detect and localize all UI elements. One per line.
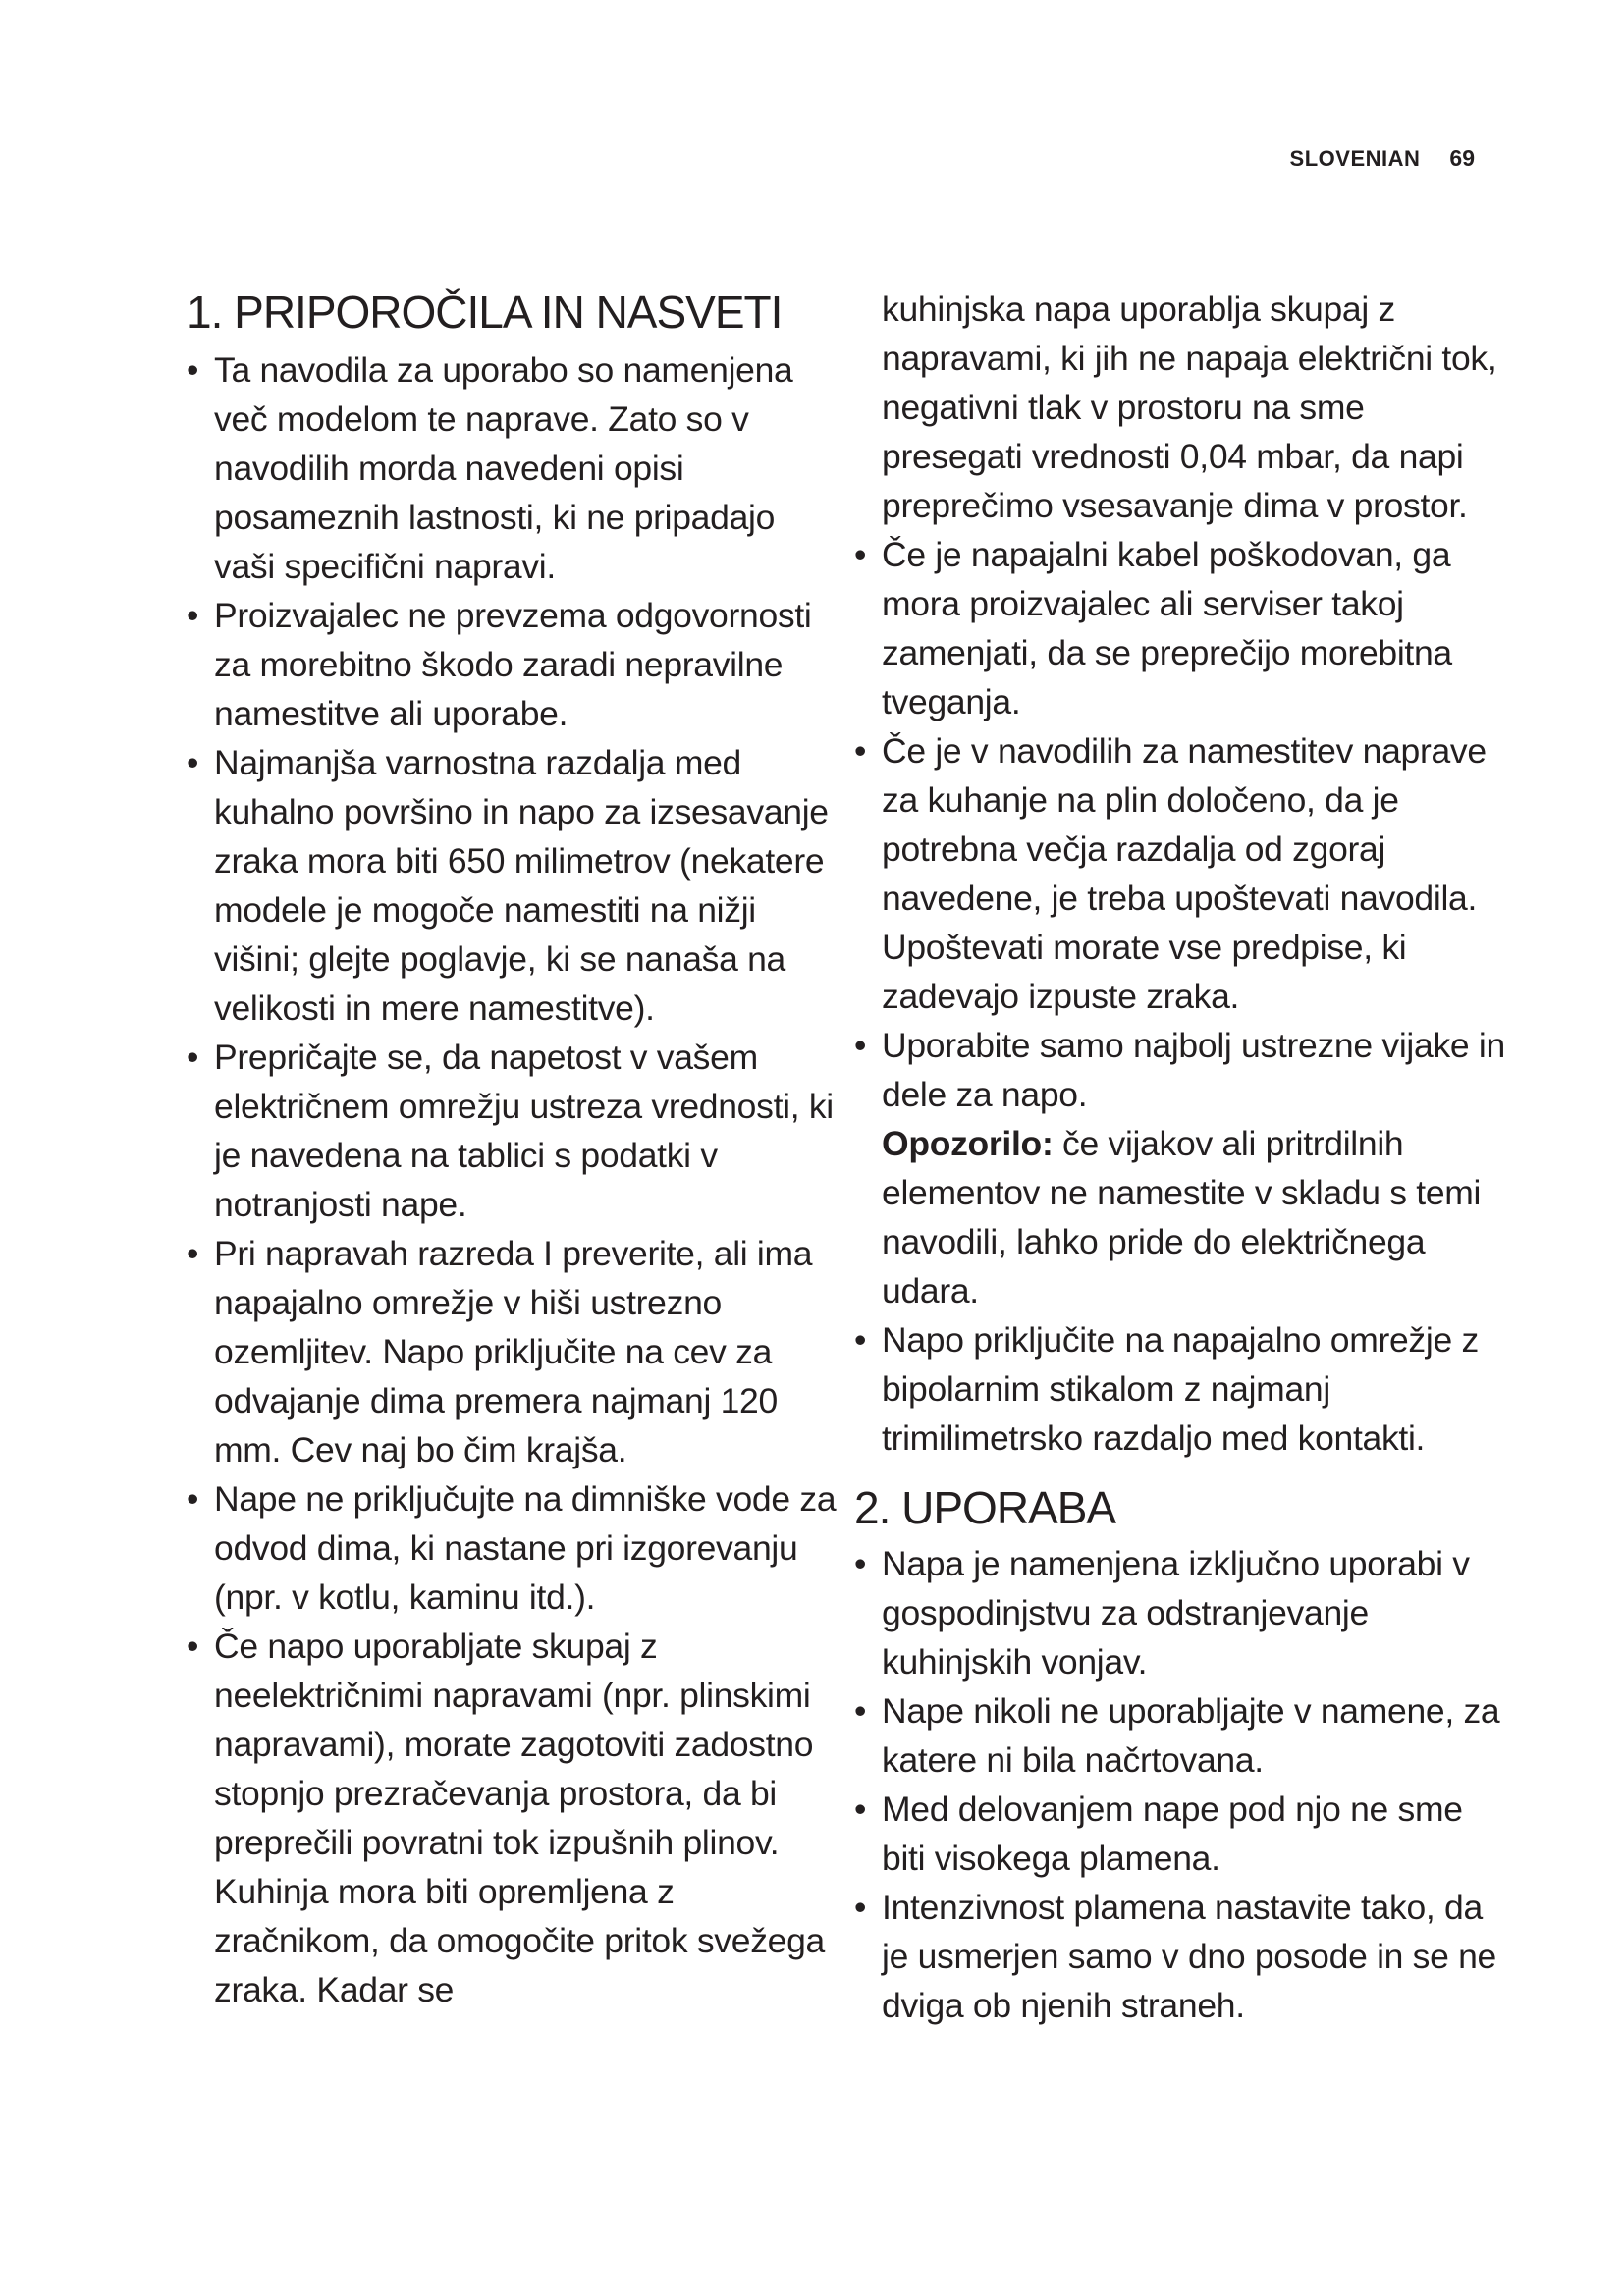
bullet-icon: •	[187, 1479, 199, 1519]
list-item: • Napo priključite na napajalno omrežje z bipolarnim stikalom z najmanj trimilimetrsko razdaljo med kontakti.	[854, 1315, 1507, 1463]
bullet-icon: •	[187, 743, 199, 782]
list-item: • Najmanjša varnostna razdalja med kuhalno površino in napo za izsesavanje zraka mora biti 650 milimetrov (nekatere modele je mogoče namestiti na nižji višini; glejte poglavje, ki se nanaša na velikosti in mere namestitve).	[187, 738, 839, 1033]
page-header	[1290, 145, 1475, 172]
bullet-icon: •	[187, 1038, 199, 1077]
list-item: • Intenzivnost plamena nastavite tako, da je usmerjen samo v dno posode in se ne dviga ob njenih straneh.	[854, 1883, 1507, 2030]
section-1-list-continued	[854, 530, 1507, 1463]
list-item: • Napa je namenjena izključno uporabi v gospodinjstvu za odstranjevanje kuhinjskih vonjav.	[854, 1539, 1507, 1686]
right-column	[854, 285, 1507, 2030]
bullet-icon: •	[187, 596, 199, 635]
warning-text: če vijakov ali pritrdilnih elementov ne namestite v skladu s temi navodili, lahko pride do električnega udara.	[882, 1124, 1482, 1310]
bullet-icon: •	[854, 1026, 867, 1065]
language-label: SLOVENIAN	[1289, 146, 1421, 171]
list-item: • Če napo uporabljate skupaj z neelektričnimi napravami (npr. plinskimi napravami), morate zagotoviti zadostno stopnjo prezračevanja prostora, da bi preprečili povratni tok izpušnih plinov. Kuhinja mora biti opremljena z zračnikom, da omogočite pritok svežega zraka. Kadar se	[187, 1622, 839, 2014]
bullet-icon: •	[854, 1888, 867, 1927]
bullet-icon: •	[854, 535, 867, 574]
bullet-icon: •	[854, 1691, 867, 1731]
bullet-icon: •	[187, 1627, 199, 1666]
section-1-list	[187, 346, 839, 2014]
list-item: • Pri napravah razreda I preverite, ali ima napajalno omrežje v hiši ustrezno ozemljitev. Napo priključite na cev za odvajanje dima premera najmanj 120 mm. Cev naj bo čim krajša.	[187, 1229, 839, 1474]
section-2-list	[854, 1539, 1507, 2030]
continued-paragraph: kuhinjska napa uporablja skupaj z napravami, ki jih ne napaja električni tok, negativni tlak v prostoru na sme presegati vrednosti 0,04 mbar, da napi preprečimo vsesavanje dima v prostor.	[882, 290, 1497, 525]
bullet-icon: •	[854, 1320, 867, 1360]
bullet-icon: •	[854, 731, 867, 771]
bullet-icon: •	[854, 1544, 867, 1583]
warning-note	[882, 1119, 1507, 1315]
list-item: • Med delovanjem nape pod njo ne sme biti visokega plamena.	[854, 1785, 1507, 1883]
list-item: • Če je napajalni kabel poškodovan, ga mora proizvajalec ali serviser takoj zamenjati, da se preprečijo morebitna tveganja.	[854, 530, 1507, 726]
bullet-icon: •	[187, 1234, 199, 1273]
section-1-title: 1. PRIPOROČILA IN NASVETI	[187, 287, 783, 338]
warning-label: Opozorilo:	[882, 1124, 1054, 1163]
list-item: • Če je v navodilih za namestitev naprave za kuhanje na plin določeno, da je potrebna večja razdalja od zgoraj navedene, je treba upoštevati navodila. Upoštevati morate vse predpise, ki zadevajo izpuste zraka.	[854, 726, 1507, 1021]
list-item: • Ta navodila za uporabo so namenjena več modelom te naprave. Zato so v navodilih morda navedeni opisi posameznih lastnosti, ki ne pripadajo vaši specifični napravi.	[187, 346, 839, 591]
bullet-icon: •	[854, 1789, 867, 1829]
bullet-icon: •	[187, 350, 199, 390]
list-item: • Nape nikoli ne uporabljajte v namene, za katere ni bila načrtovana.	[854, 1686, 1507, 1785]
list-item: • Proizvajalec ne prevzema odgovornosti za morebitno škodo zaradi nepravilne namestitve ali uporabe.	[187, 591, 839, 738]
list-item: • Prepričajte se, da napetost v vašem električnem omrežju ustreza vrednosti, ki je navedena na tablici s podatki v notranjosti nape.	[187, 1033, 839, 1229]
page-number: 69	[1449, 145, 1475, 171]
section-2-title: 2. UPORABA	[854, 1482, 1116, 1533]
list-item: • Uporabite samo najbolj ustrezne vijake in dele za napo. Opozorilo: če vijakov ali pritrdilnih elementov ne namestite v skladu s temi navodili, lahko pride do električnega udara.	[854, 1021, 1507, 1315]
left-column	[187, 285, 839, 2014]
list-item: • Nape ne priključujte na dimniške vode za odvod dima, ki nastane pri izgorevanju (npr. v kotlu, kaminu itd.).	[187, 1474, 839, 1622]
